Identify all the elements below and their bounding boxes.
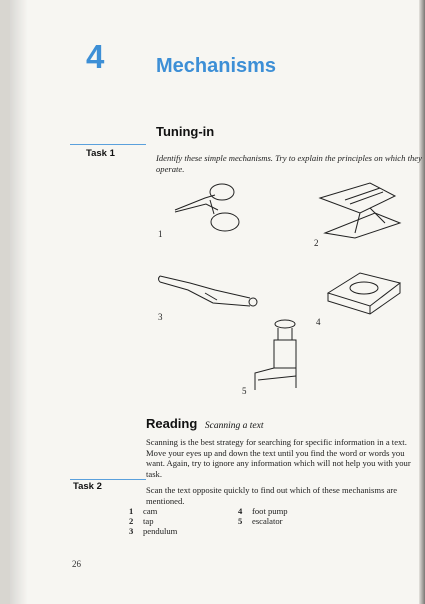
- list-item: 4 foot pump: [238, 506, 288, 516]
- chapter-title: Mechanisms: [156, 55, 277, 77]
- tap-illustration: [250, 318, 310, 393]
- task2-label: Task 2: [73, 481, 102, 492]
- page-edge: [419, 0, 425, 604]
- stapler-illustration: [315, 178, 405, 240]
- page-number: 26: [72, 559, 81, 569]
- task1-label: Task 1: [86, 148, 115, 159]
- figure-label-3: 3: [158, 312, 163, 322]
- reading-paragraph: Scanning is the best strategy for searching for specific information in a text. Move your eyes up and down the text until you find the word or words you want. Again, try to ignore any information which will not help you with your task.: [146, 437, 411, 479]
- figure-label-2: 2: [314, 238, 319, 248]
- mechanism-list-col2: [238, 506, 288, 526]
- mechanism-list-col1: [129, 506, 177, 536]
- chapter-number: 4: [86, 38, 105, 75]
- list-item: 5 escalator: [238, 516, 283, 526]
- figure-label-1: 1: [158, 229, 163, 239]
- task1-rule: [70, 144, 146, 145]
- task2-rule: [70, 479, 146, 480]
- list-item: 3 pendulum: [129, 526, 178, 536]
- reading-heading: [146, 416, 264, 431]
- figure-label-5: 5: [242, 386, 247, 396]
- scissors-illustration: [170, 180, 250, 240]
- reading-title: Reading: [146, 416, 198, 431]
- task1-instructions: Identify these simple mechanisms. Try to explain the principles on which they operate.: [156, 153, 422, 174]
- list-item: 1 cam: [129, 506, 158, 516]
- task2-instructions: Scan the text opposite quickly to find out which of these mechanisms are mentioned.: [146, 485, 398, 506]
- reading-subtitle: Scanning a text: [204, 421, 264, 431]
- hole-punch-illustration: [320, 268, 405, 316]
- list-item: 2 tap: [129, 516, 154, 526]
- figure-label-4: 4: [316, 317, 321, 327]
- tuning-in-heading: Tuning-in: [156, 124, 215, 139]
- pliers-illustration: [155, 268, 260, 318]
